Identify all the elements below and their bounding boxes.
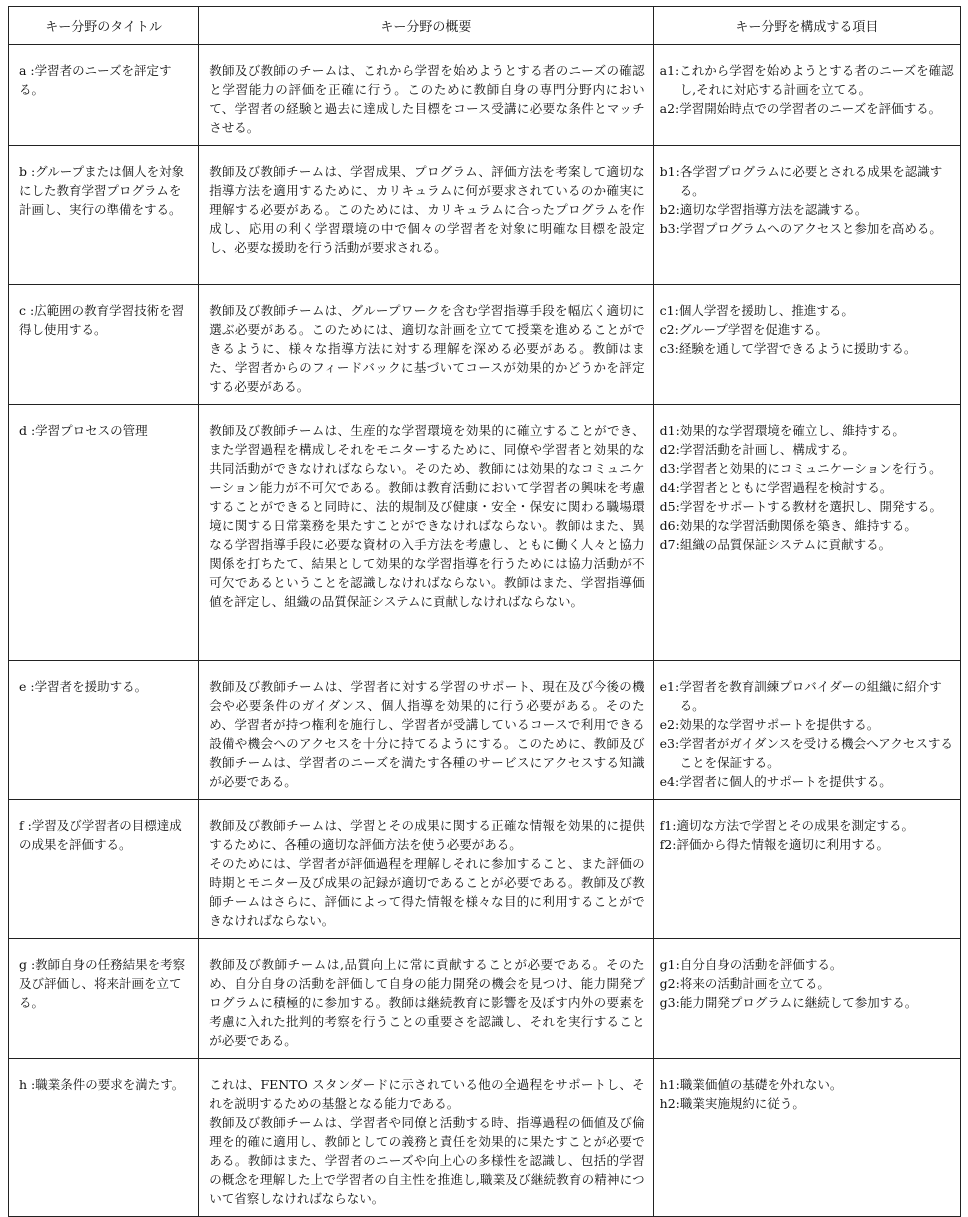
table-row: [9, 146, 961, 285]
component-item: d5:学習をサポートする教材を選択し、開発する。: [659, 499, 942, 514]
summary-paragraph: 教師及び教師のチームは、これから学習を始めようとする者のニーズの確認と学習能力の評価を正確に行う。このために教師自身の専門分野内において、学習者の経験と過去に達成した目標をコース受講に必要な条件とマッチさせる。: [209, 63, 645, 135]
key-area-title: d :学習プロセスの管理: [9, 405, 199, 661]
component-item: d3:学習者と効果的にコミュニケーションを行う。: [659, 461, 942, 476]
component-item: h2:職業実施規約に従う。: [659, 1096, 805, 1111]
key-area-items: [653, 146, 960, 285]
component-item: e4:学習者に個人的サポートを提供する。: [659, 774, 892, 789]
summary-paragraph: 教師及び教師チームは、グループワークを含む学習指導手段を幅広く適切に選ぶ必要がある。このためには、適切な計画を立てて授業を進めることができるように、様々な指導方法に対する理解を深める必要がある。教師はまた、学習者からのフィードバックに基づいてコースが効果的かどうかを評定する必要がある。: [209, 303, 645, 394]
key-area-items: [653, 285, 960, 405]
key-area-summary: [199, 800, 653, 939]
summary-paragraph: 教師及び教師チームは、学習成果、プログラム、評価方法を考案して適切な指導方法を適用するために、カリキュラムに何が要求されているのか確実に理解する必要がある。このためには、カリキュラムに合ったプログラムを作成し、応用の利く学習環境の中で個々の学習者を対象に明確な目標を設定し、必要な援助を行う活動が要求される。: [209, 164, 645, 255]
component-item: e2:効果的な学習サポートを提供する。: [659, 717, 880, 732]
component-item: d2:学習活動を計画し、構成する。: [659, 442, 855, 457]
key-area-items: [653, 800, 960, 939]
summary-paragraph: 教師及び教師チームは、学習とその成果に関する正確な情報を効果的に提供するために、各種の適切な評価方法を使う必要がある。: [209, 818, 645, 852]
table-row: [9, 800, 961, 939]
document-page: [8, 6, 961, 1217]
component-item: g2:将来の活動計画を立てる。: [659, 976, 830, 991]
component-item: e3:学習者がガイダンスを受ける機会へアクセスすることを保証する。: [659, 736, 953, 770]
key-area-title: b :グループまたは個人を対象にした教育学習プログラムを計画し、実行の準備をする。: [9, 146, 199, 285]
key-area-title: a :学習者のニーズを評定する。: [9, 45, 199, 146]
component-item: b2:適切な学習指導方法を認識する。: [659, 202, 868, 217]
key-area-title: c :広範囲の教育学習技術を習得し使用する。: [9, 285, 199, 405]
table-header: [9, 7, 961, 45]
component-item: f2:評価から得た情報を適切に利用する。: [659, 837, 889, 852]
table-row: [9, 661, 961, 800]
component-item: g3:能力開発プログラムに継続して参加する。: [659, 995, 918, 1010]
table-row: [9, 939, 961, 1059]
component-item: b3:学習プログラムへのアクセスと参加を高める。: [659, 221, 942, 236]
summary-paragraph: そのためには、学習者が評価過程を理解しそれに参加すること、また評価の時期とモニター及び成果の記録が適切であることが必要である。教師及び教師チームはさらに、評価によって得た情報を様々な目的に利用することができなければならない。: [209, 856, 645, 928]
key-area-summary: [199, 45, 653, 146]
summary-paragraph: これは、FENTO スタンダードに示されている他の全過程をサポートし、それを説明するための基盤となる能力である。: [209, 1077, 645, 1111]
component-item: d6:効果的な学習活動関係を築き、維持する。: [659, 518, 917, 533]
key-area-title: e :学習者を援助する。: [9, 661, 199, 800]
table-row: [9, 285, 961, 405]
key-area-summary: [199, 1059, 653, 1217]
key-area-title: g :教師自身の任務結果を考察及び評価し、将来計画を立てる。: [9, 939, 199, 1059]
component-item: c2:グループ学習を促進する。: [659, 322, 828, 337]
component-item: d4:学習者とともに学習過程を検討する。: [659, 480, 893, 495]
table-row: [9, 405, 961, 661]
header-title: キー分野のタイトル: [9, 7, 199, 45]
key-area-title: h :職業条件の要求を満たす。: [9, 1059, 199, 1217]
key-area-items: [653, 1059, 960, 1217]
key-area-items: [653, 939, 960, 1059]
table-row: [9, 45, 961, 146]
component-item: d1:効果的な学習環境を確立し、維持する。: [659, 423, 905, 438]
key-area-summary: [199, 146, 653, 285]
header-summary: キー分野の概要: [199, 7, 653, 45]
summary-paragraph: 教師及び教師チームは、生産的な学習環境を効果的に確立することができ、また学習過程を構成しそれをモニターするために、同僚や学習者と効果的な共同活動ができなければならない。そのため、教師には効果的なコミュニケーション能力が不可欠である。教師は教育活動において学習者の興味を考慮することができると同時に、法的規制及び健康・安全・保安に関わる職場環境に関する日常業務を果たすことができなければならない。教師はまた、異なる学習指導手段に必要な資材の入手方法を考慮し、ともに働く人々と協力関係を打ちたて、結果として効果的な学習指導を行うためには協力活動が不可欠であるということを認識しなければならない。教師はまた、学習指導価値を評定し、組織の品質保証システムに貢献しなければならない。: [209, 423, 645, 609]
key-area-summary: [199, 939, 653, 1059]
component-item: e1:学習者を教育訓練プロバイダーの組織に紹介する。: [659, 679, 942, 713]
summary-paragraph: 教師及び教師チームは、学習者に対する学習のサポート、現在及び今後の機会や必要条件のガイダンス、個人指導を効果的に行う必要がある。そのため、学習者が持つ権利を施行し、学習者が受講しているコースで利用できる設備や機会へのアクセスを十分に持てるようにする。このために、教師及び教師チームは、学習者のニーズを満たす各種のサービスにアクセスする知識が必要である。: [209, 679, 645, 789]
component-item: a2:学習開始時点での学習者のニーズを評価する。: [659, 101, 942, 116]
table-row: [9, 1059, 961, 1217]
key-area-summary: [199, 405, 653, 661]
key-areas-table: [8, 6, 961, 1217]
key-area-summary: [199, 285, 653, 405]
header-row: [9, 7, 961, 45]
component-item: c1:個人学習を援助し、推進する。: [659, 303, 854, 318]
key-area-title: f :学習及び学習者の目標達成の成果を評価する。: [9, 800, 199, 939]
key-area-items: [653, 661, 960, 800]
summary-paragraph: 教師及び教師チームは,品質向上に常に貢献することが必要である。そのため、自分自身の活動を評価して自身の能力開発の機会を見つけ、能力開発プログラムに積極的に参加する。教師は継続教育に影響を及ぼす内外の要素を考慮に入れた批判的考察を行うことの重要さを認識し、それを実行することが必要である。: [209, 957, 645, 1048]
component-item: b1:各学習プログラムに必要とされる成果を認識する。: [659, 164, 943, 198]
component-item: c3:経験を通して学習できるように援助する。: [659, 341, 917, 356]
key-area-items: [653, 45, 960, 146]
key-area-summary: [199, 661, 653, 800]
component-item: f1:適切な方法で学習とその成果を測定する。: [659, 818, 914, 833]
summary-paragraph: 教師及び教師チームは、学習者や同僚と活動する時、指導過程の価値及び倫理を的確に適用し、教師としての義務と責任を効果的に果たすことが必要である。教師はまた、学習者のニーズや向上心の多様性を認識し、包括的学習の概念を理解した上で学習者の自主性を推進し,職業及び継続教育の精神について省察しなければならない。: [209, 1115, 645, 1206]
header-items: キー分野を構成する項目: [653, 7, 960, 45]
component-item: d7:組織の品質保証システムに貢献する。: [659, 537, 892, 552]
component-item: h1:職業価値の基礎を外れない。: [659, 1077, 843, 1092]
component-item: g1:自分自身の活動を評価する。: [659, 957, 843, 972]
key-area-items: [653, 405, 960, 661]
component-item: a1:これから学習を始めようとする者のニーズを確認し,それに対応する計画を立てる。: [659, 63, 954, 97]
table-body: [9, 45, 961, 1217]
